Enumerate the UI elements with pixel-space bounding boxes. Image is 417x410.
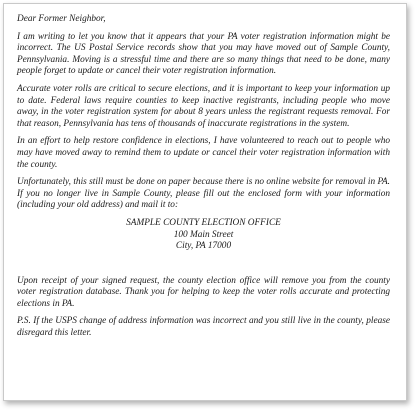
- paragraph-intro: I am writing to let you know that it appears that your PA voter registration information might be incorrect. The US Postal Service records show that you may have moved out of Sample County, Pennsylvania. Moving is a stressful time and there are so many things that need to be done, many people forget to update or cancel their voter registration information.: [17, 31, 390, 77]
- paragraph-closing: Upon receipt of your signed request, the county election office will remove you from the county voter registration database. Thank you for helping to keep the voter rolls accurate and protecting elections in PA.: [17, 275, 390, 309]
- paragraph-instructions: Unfortunately, this still must be done on paper because there is no online website for removal in PA. If you no longer live in Sample County, please fill out the enclosed form with your information (including your old address) and mail it to:: [17, 177, 390, 211]
- address-line-city: City, PA 17000: [175, 241, 232, 252]
- paragraph-effort: In an effort to help restore confidence in elections, I have volunteered to reach out to people who may have moved away to remind them to update or cancel their voter registration information with the county.: [17, 136, 390, 170]
- address-line-street: 100 Main Street: [173, 229, 234, 240]
- salutation: Dear Former Neighbor,: [17, 14, 106, 24]
- letter-page: [3, 3, 407, 401]
- mailing-address: [17, 218, 390, 253]
- postscript: P.S. If the USPS change of address information was incorrect and you still live in the county, please disregard this letter.: [17, 316, 390, 339]
- paragraph-accuracy: Accurate voter rolls are critical to secure elections, and it is important to keep your information up to date. Federal laws require counties to keep inactive registrants, including people who move away, in the voter registration system for about 8 years unless the registrant requests removal. For that reason, Pennsylvania has tens of thousands of inaccurate registrations in the system.: [17, 83, 390, 129]
- address-line-office: SAMPLE COUNTY ELECTION OFFICE: [126, 217, 281, 228]
- address-spacer: [17, 259, 390, 276]
- letter-body: [17, 14, 390, 346]
